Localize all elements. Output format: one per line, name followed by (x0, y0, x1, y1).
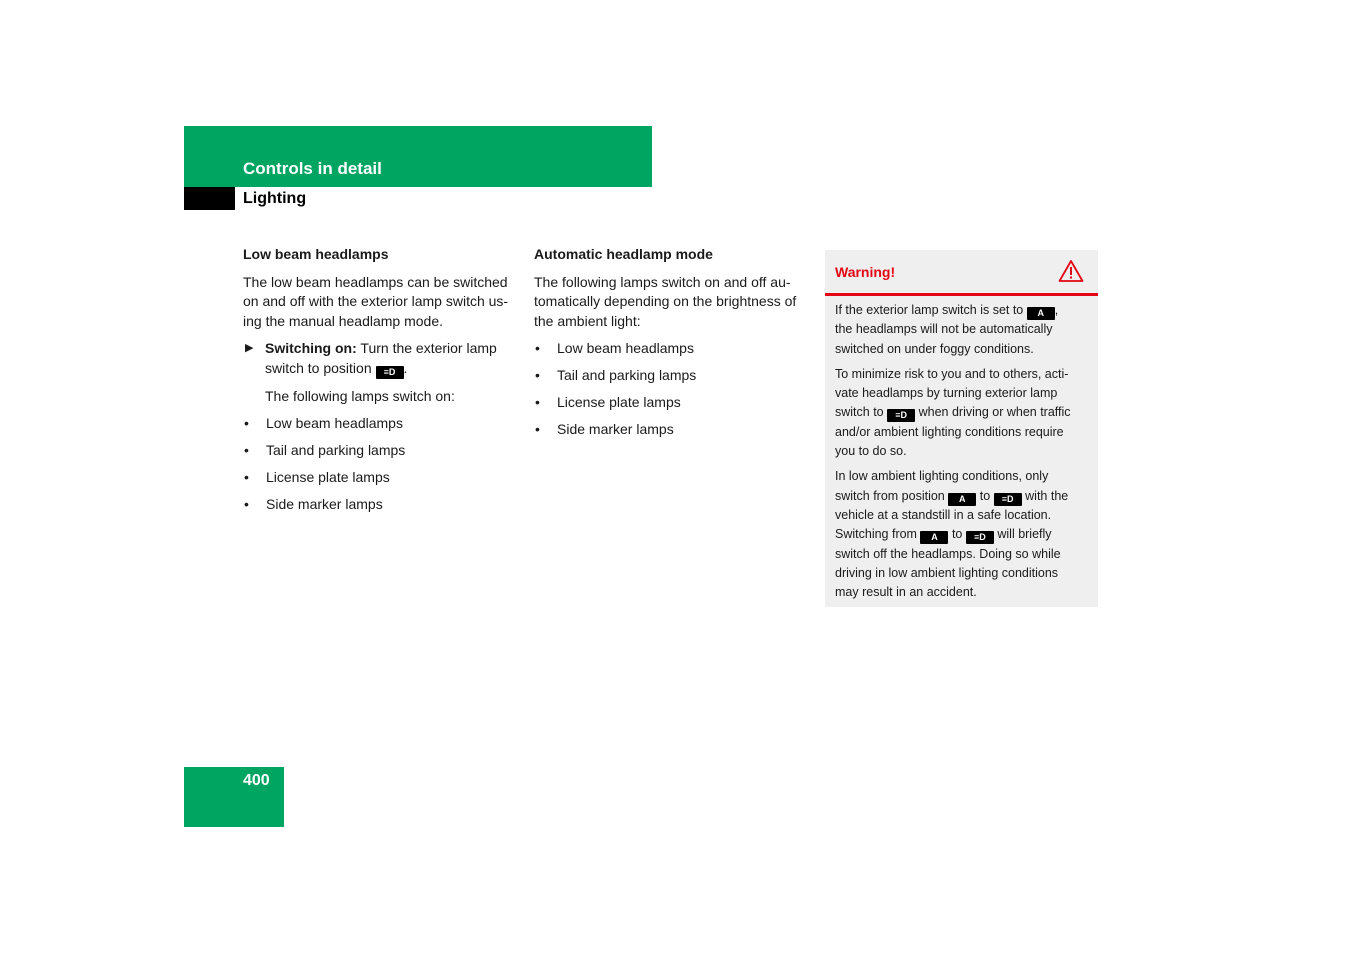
section-title: Lighting (243, 190, 307, 207)
low-beam-heading: Low beam headlamps (243, 246, 389, 262)
automatic-mode-column (534, 245, 809, 447)
automatic-lamp-list (534, 339, 809, 440)
auto-symbol-icon: A (920, 531, 948, 544)
automatic-mode-intro: The following lamps switch on and off au- tomatically depending on the brightness of the ambient light: (534, 273, 797, 329)
low-beam-intro: The low beam headlamps can be switched on and off with the exterior lamp switch us- ing the manual headlamp mode. (243, 273, 509, 329)
switching-on-step: ▶ Switching on: Turn the exterior lamp switch to position ≡D . (245, 340, 497, 377)
list-item: • Side marker lamps (535, 421, 674, 437)
list-item: • Side marker lamps (244, 496, 383, 512)
warning-body (825, 296, 1098, 602)
list-item: • Tail and parking lamps (535, 367, 697, 383)
list-item: • Low beam headlamps (535, 340, 694, 356)
headlamp-symbol-icon: ≡D (966, 531, 994, 544)
warning-triangle-icon (1058, 259, 1084, 283)
list-item: • License plate lamps (535, 394, 681, 410)
automatic-mode-heading: Automatic headlamp mode (534, 246, 713, 262)
headlamp-symbol-icon: ≡D (994, 493, 1022, 506)
list-item: • License plate lamps (244, 469, 390, 485)
warning-title: Warning! (835, 264, 896, 280)
auto-symbol-icon: A (1027, 307, 1055, 320)
headlamp-symbol-icon: ≡D (887, 409, 915, 422)
list-item: • Tail and parking lamps (244, 442, 406, 458)
auto-symbol-icon: A (948, 493, 976, 506)
section-marker (184, 187, 235, 210)
step-arrow-icon: ▶ (245, 342, 254, 354)
low-beam-column (243, 245, 523, 522)
list-item: • Low beam headlamps (244, 415, 403, 431)
warning-paragraph-3: In low ambient lighting conditions, only switch from position A to ≡D with the vehicle at a standstill in a safe location. Switching from A to ≡D will briefly switch off the headlamps. Doing so while driving in low ambient lighting conditions may result in an accident. (835, 469, 1069, 600)
warning-header (825, 250, 1098, 296)
low-beam-lamp-list (243, 414, 523, 515)
step-label: Switching on: (265, 340, 357, 356)
chapter-title: Controls in detail (243, 159, 382, 178)
headlamp-symbol-icon: ≡D (376, 366, 404, 379)
page-number: 400 (243, 772, 270, 789)
warning-paragraph-2: To minimize risk to you and to others, acti- vate headlamps by turning exterior lamp switch to ≡D when driving or when traffic and/or ambient lighting conditions require you to do so. (835, 366, 1071, 459)
warning-box (825, 250, 1098, 607)
warning-paragraph-1: If the exterior lamp switch is set to A , the headlamps will not be automatically switched on under foggy conditions. (835, 303, 1059, 356)
following-lamps-text: The following lamps switch on: (265, 387, 455, 404)
